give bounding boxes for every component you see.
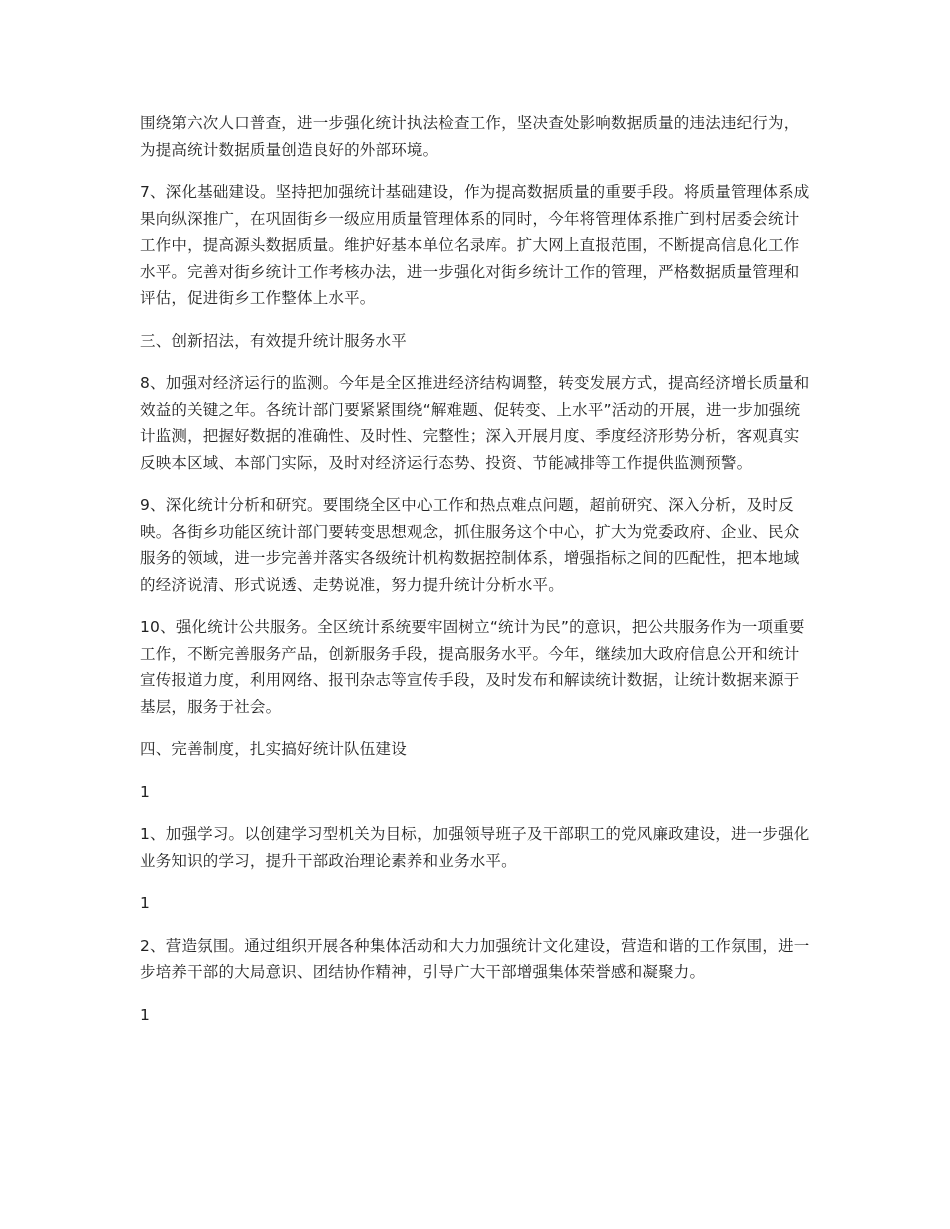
paragraph-census-enforcement: 围绕第六次人口普查，进一步强化统计执法检查工作，坚决查处影响数据质量的违法违纪行为，为提高统计数据质量创造良好的外部环境。 <box>140 114 800 159</box>
stray-number: 1 <box>140 782 151 801</box>
section-heading-3: 三、创新招法，有效提升统计服务水平 <box>140 331 407 350</box>
stray-number: 1 <box>140 1005 151 1024</box>
paragraph-item-8-economic-monitoring: 8、加强对经济运行的监测。今年是全区推进经济结构调整，转变发展方式，提高经济增长质量和效益的关键之年。各统计部门要紧紧围绕“解难题、促转变、上水平”活动的开展，进一步加强统计监测，把握好数据的准确性、及时性、完整性；深入开展月度、季度经济形势分析，客观真实反映本区域、本部门实际，及时对经济运行态势、投资、节能减排等工作提供监测预警。 <box>140 374 810 472</box>
paragraph-item-1-study: 1、加强学习。以创建学习型机关为目标，加强领导班子及干部职工的党风廉政建设，进一步强化业务知识的学习，提升干部政治理论素养和业务水平。 <box>140 825 810 870</box>
paragraph-item-7-basic-construction: 7、深化基础建设。坚持把加强统计基础建设，作为提高数据质量的重要手段。将质量管理体系成果向纵深推广，在巩固街乡一级应用质量管理体系的同时，今年将管理体系推广到村居委会统计工作中，提高源头数据质量。维护好基本单位名录库。扩大网上直报范围，不断提高信息化工作水平。完善对街乡统计工作考核办法，进一步强化对街乡统计工作的管理，严格数据质量管理和评估，促进街乡工作整体上水平。 <box>140 183 810 307</box>
stray-number: 1 <box>140 894 151 912</box>
paragraph-item-10-public-service: 10、强化统计公共服务。全区统计系统要牢固树立“统计为民”的意识，把公共服务作为一项重要工作，不断完善服务产品，创新服务手段，提高服务水平。今年，继续加大政府信息公开和统计宣传报道力度，利用网络、报刊杂志等宣传手段，及时发布和解读统计数据，让统计数据来源于基层，服务于社会。 <box>140 618 805 716</box>
paragraph-item-9-statistical-analysis: 9、深化统计分析和研究。要围绕全区中心工作和热点难点问题，超前研究、深入分析，及时反映。各街乡功能区统计部门要转变思想观念，抓住服务这个中心，扩大为党委政府、企业、民众服务的领域，进一步完善并落实各级统计机构数据控制体系，增强指标之间的匹配性，把本地域的经济说清、形式说透、走势说准，努力提升统计分析水平。 <box>140 496 800 594</box>
paragraph-item-2-atmosphere: 2、营造氛围。通过组织开展各种集体活动和大力加强统计文化建设，营造和谐的工作氛围，进一步培养干部的大局意识、团结协作精神，引导广大干部增强集体荣誉感和凝聚力。 <box>140 936 810 981</box>
document-body <box>140 110 810 1044</box>
section-heading-4: 四、完善制度，扎实搞好统计队伍建设 <box>140 740 407 758</box>
